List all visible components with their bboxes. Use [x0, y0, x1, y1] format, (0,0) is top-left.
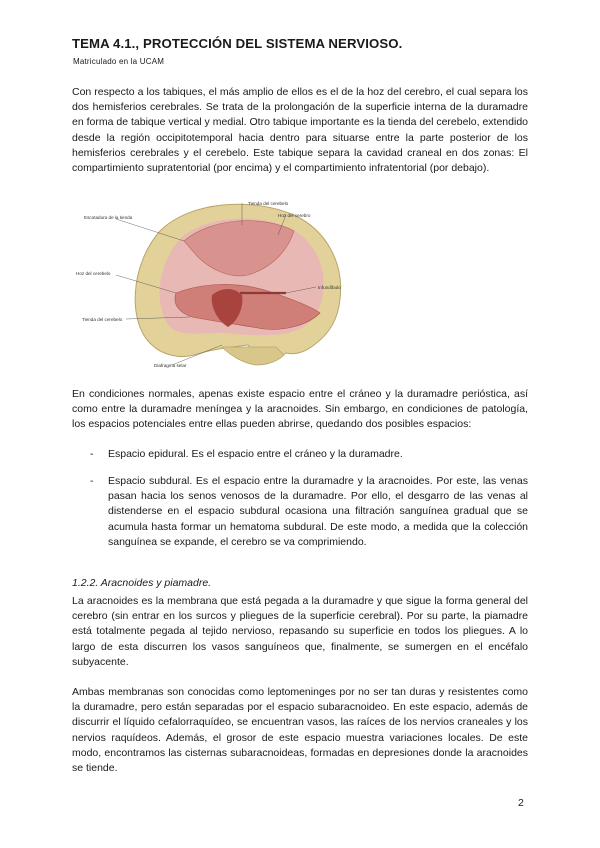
paragraph-aracnoides: La aracnoides es la membrana que está pegada a la duramadre y que sigue la forma general del cerebro (sin entrar en los surcos y pliegues de la superficie cerebral). Por su parte, la piamadre está totalmente pegada al tejido nervioso, repasando su superficie en todos los pliegues. A lo largo de esta discurren los vasos sanguíneos que, finalmente, se sumergen en el encéfalo subyacente.: [72, 595, 528, 668]
section-heading: 1.2.2. Aracnoides y piamadre.: [72, 577, 212, 589]
page-subtitle: Matriculado en la UCAM: [73, 57, 165, 66]
skull-dura-illustration: [72, 195, 352, 371]
list-item-text: Espacio subdural. Es el espacio entre la duramadre y la aracnoides. Por este, las venas pasan hacia los senos venosos de la duramadre. Por ello, el desgarro de las venas al distenderse en el espacio subdural ocasiona una filtración sanguínea gradual que se acumula hasta formar un hematoma subdural. De este modo, a medida que la colección sanguínea se expande, el cerebro se va comprimiendo.: [108, 475, 528, 548]
page-title: TEMA 4.1., PROTECCIÓN DEL SISTEMA NERVIOSO.: [72, 36, 403, 51]
paragraph-espacios: En condiciones normales, apenas existe espacio entre el cráneo y la duramadre perióstica, así como entre la duramadre meníngea y la aracnoides. Sin embargo, en condiciones de patología, los espacios potenciales entre ellas pueden abrirse, quedando dos posibles espacios:: [72, 388, 528, 431]
label-diafragma-selar: Diafragma selar: [154, 363, 187, 368]
bullet-dash: -: [90, 475, 94, 487]
paragraph-leptomeninges: Ambas membranas son conocidas como leptomeninges por no ser tan duras y resistentes como la duramadre, pero están separadas por el espacio subaracnoideo. En este espacio, además de discurrir el líquido cefalorraquídeo, se encuentran vasos, las raíces de los nervios craneales y los nervios raquídeos. Además, el grosor de este espacio muestra variaciones locales. De este modo, encontramos las cisternas subaracnoideas, formadas en depresiones donde la aracnoides se tiende.: [72, 686, 528, 775]
page-number: 2: [518, 797, 524, 809]
label-escotadura-tienda: Escotadura de la tienda: [84, 215, 133, 220]
label-hoz-cerebelo: Hoz del cerebelo: [76, 271, 111, 276]
skull-base: [222, 347, 284, 365]
paragraph-tabiques: Con respecto a los tabiques, el más amplio de ellos es el de la hoz del cerebro, el cual separa los dos hemisferios cerebrales. Se trata de la prolongación de la superficie interna de la duramadre en forma de tabique vertical y medial. Otro tabique importante es la tienda del cerebelo, extendido desde la región occipitotemporal hacia dentro para situarse entre la parte posterior de los hemisferios cerebrales y el cerebelo. Este tabique separa la cavidad craneal en dos zonas: El compartimiento supratentorial (por encima) y el compartimiento infratentorial (por debajo).: [72, 86, 528, 175]
bullet-dash: -: [90, 448, 94, 460]
label-hoz-cerebro: Hoz del cerebro: [278, 213, 311, 218]
label-tienda-cerebelo-left: Tienda del cerebelo: [82, 317, 123, 322]
list-item-text: Espacio epidural. Es el espacio entre el cráneo y la duramadre.: [108, 448, 403, 460]
label-tienda-cerebelo-top: Tienda del cerebelo: [248, 201, 289, 206]
label-infundibulo: Infundíbulo: [318, 285, 341, 290]
